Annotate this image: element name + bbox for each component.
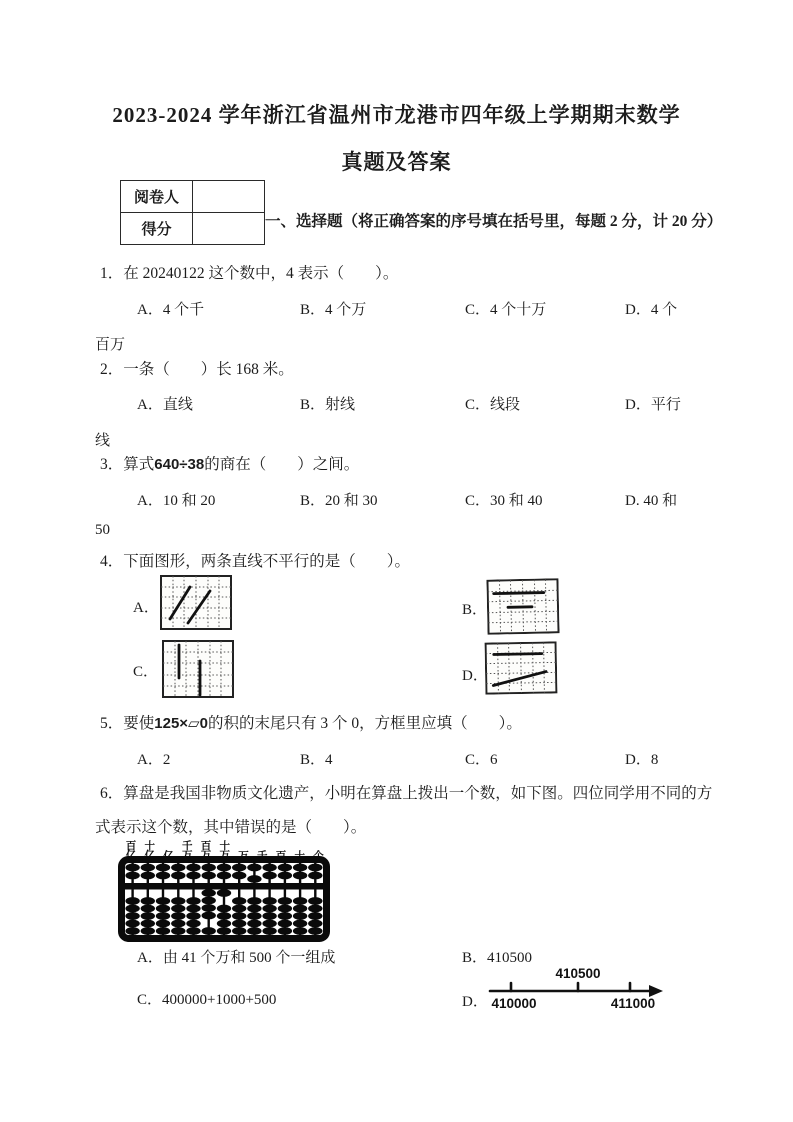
q2-option-a: A．直线 bbox=[137, 397, 193, 413]
q4-option-b-label: B． bbox=[462, 602, 488, 618]
abacus-label: 百万 bbox=[199, 840, 211, 859]
q3-option-b: B．20 和 30 bbox=[300, 493, 378, 509]
grader-value-cell bbox=[193, 181, 265, 213]
page-title-line1: 2023-2024 学年浙江省温州市龙港市四年级上学期期末数学 bbox=[112, 103, 681, 127]
q2-option-d-wrap: 线 bbox=[95, 433, 111, 449]
q2-option-c: C．线段 bbox=[465, 397, 521, 413]
grid-two-vertical-lines-figure bbox=[162, 640, 234, 698]
abacus-figure bbox=[118, 856, 330, 942]
q3-stem-prefix: 3．算式 bbox=[100, 456, 155, 473]
q4-option-d-label: D． bbox=[462, 668, 488, 684]
q3-option-d-wrap: 50 bbox=[95, 522, 110, 538]
abacus-beam bbox=[122, 883, 326, 890]
q3-stem-math: 640÷38 bbox=[154, 456, 205, 473]
abacus-label: 十万 bbox=[218, 840, 230, 859]
q1-option-a: A．4 个千 bbox=[137, 302, 205, 318]
number-line-figure bbox=[484, 964, 664, 1012]
score-table bbox=[120, 180, 265, 245]
q3-stem-suffix: 的商在（ ）之间。 bbox=[204, 456, 360, 473]
q6-option-c: C．400000+1000+500 bbox=[137, 992, 277, 1008]
q3-option-c: C．30 和 40 bbox=[465, 493, 543, 509]
abacus-label: 百 bbox=[274, 849, 286, 859]
score-label: 得分 bbox=[121, 213, 193, 245]
table-row bbox=[121, 213, 265, 245]
grid-two-parallel-diagonal-lines-figure bbox=[160, 575, 232, 630]
abacus-label: 亿 bbox=[162, 849, 173, 859]
number-line-right-label: 411000 bbox=[610, 996, 656, 1011]
q3-stem bbox=[100, 452, 359, 474]
q5-option-b: B．4 bbox=[300, 752, 333, 768]
q4-option-a-label: A． bbox=[133, 600, 159, 616]
q1-option-d-wrap: 百万 bbox=[95, 337, 126, 353]
grid-two-horizontal-lines-figure bbox=[486, 578, 559, 634]
q6-stem-line2: 式表示这个数，其中错误的是（ ）。 bbox=[95, 819, 367, 836]
q6-option-d-label: D． bbox=[462, 994, 488, 1010]
q2-option-b: B．射线 bbox=[300, 397, 356, 413]
abacus-label: 十亿 bbox=[143, 840, 155, 859]
score-value-cell bbox=[193, 213, 265, 245]
q3-option-d: D. 40 和 bbox=[625, 493, 678, 509]
q5-option-c: C．6 bbox=[465, 752, 498, 768]
q1-option-b: B．4 个万 bbox=[300, 302, 367, 318]
q1-option-d: D．4 个 bbox=[625, 302, 678, 318]
q4-stem: 4．下面图形，两条直线不平行的是（ ）。 bbox=[100, 553, 411, 570]
q2-stem: 2．一条（ ）长 168 米。 bbox=[100, 361, 294, 378]
abacus-label: 十 bbox=[293, 849, 305, 859]
q1-option-c: C．4 个十万 bbox=[465, 302, 547, 318]
q5-option-a: A．2 bbox=[137, 752, 171, 768]
q2-option-d: D．平行 bbox=[625, 397, 681, 413]
grid-horizontal-and-oblique-line-figure bbox=[485, 641, 558, 694]
q5-option-d: D．8 bbox=[625, 752, 659, 768]
page-title-line2: 真题及答案 bbox=[341, 150, 452, 174]
abacus-label: 个 bbox=[312, 849, 323, 859]
abacus-label: 万 bbox=[237, 849, 248, 859]
abacus-label: 百亿 bbox=[124, 840, 136, 859]
q5-stem-math: 125×▱0 bbox=[154, 715, 208, 732]
table-row bbox=[121, 181, 265, 213]
abacus-label: 千万 bbox=[180, 840, 192, 859]
q6-stem-line1: 6．算盘是我国非物质文化遗产，小明在算盘上拨出一个数，如下图。四位同学用不同的方 bbox=[100, 785, 713, 802]
abacus-label: 千 bbox=[255, 849, 267, 859]
q4-option-c-label: C． bbox=[133, 664, 159, 680]
grader-label: 阅卷人 bbox=[121, 181, 193, 213]
section-heading: 一、选择题（将正确答案的序号填在括号里，每题 2 分，计 20 分） bbox=[265, 213, 723, 230]
number-line-left-label: 410000 bbox=[491, 996, 537, 1011]
number-line-mid-label: 410500 bbox=[555, 966, 601, 981]
q5-stem bbox=[100, 711, 522, 733]
q1-stem: 1．在 20240122 这个数中，4 表示（ ）。 bbox=[100, 265, 399, 282]
q5-stem-prefix: 5．要使 bbox=[100, 715, 155, 732]
q5-stem-suffix: 的积的末尾只有 3 个 0，方框里应填（ ）。 bbox=[207, 715, 522, 732]
q6-option-a: A．由 41 个万和 500 个一组成 bbox=[137, 950, 336, 966]
q3-option-a: A．10 和 20 bbox=[137, 493, 216, 509]
q6-option-b: B．410500 bbox=[462, 950, 533, 966]
